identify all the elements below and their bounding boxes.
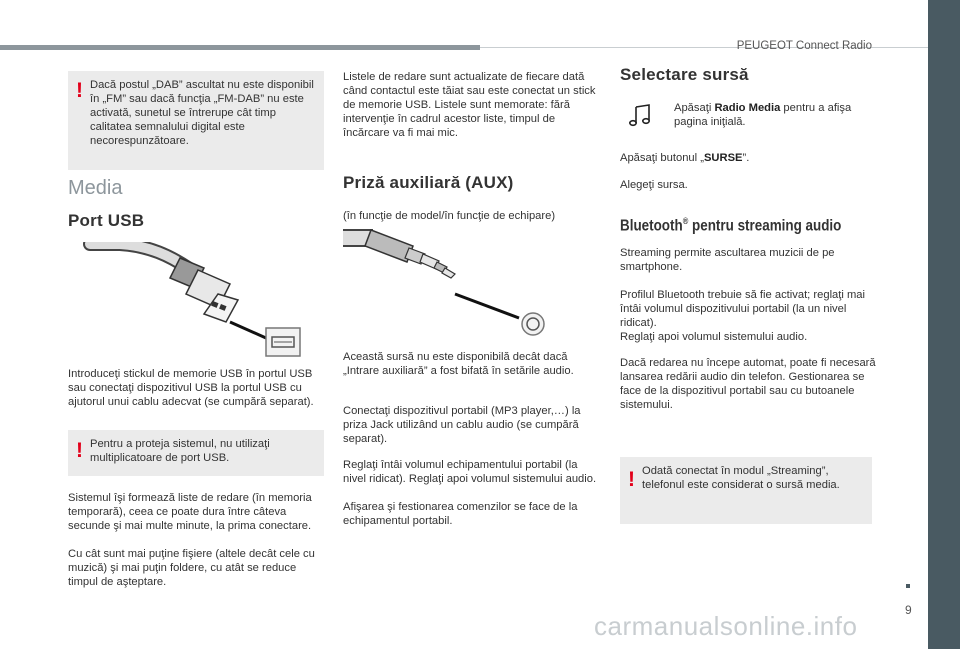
- source-step-1: Apăsaţi Radio Media pentru a afişa pagina iniţială.: [674, 102, 852, 128]
- section-title-bluetooth: Bluetooth® pentru streaming audio: [620, 216, 842, 235]
- side-strip: [928, 0, 960, 649]
- bluetooth-paragraph-1: Streaming permite ascultarea muzicii de pe smartphone.: [620, 247, 835, 273]
- bluetooth-paragraph-4: Dacă redarea nu începe automat, poate fi necesară lansarea redării audio din telefon. Gestionarea se face de la dispozitivul portabil sau cu butoanele sistemului.: [620, 357, 876, 411]
- watermark: carmanualsonline.info: [594, 611, 858, 641]
- aux-paragraph-4: Afişarea şi festionarea comenzilor se face de la echipamentul portabil.: [343, 501, 578, 527]
- source-step-3: Alegeţi sursa.: [620, 179, 688, 191]
- playlists-paragraph-2: Cu cât sunt mai puţine fişiere (altele decât cele cu muzică) şi mai puţin foldere, cu atât se reduce timpul de aşteptare.: [68, 548, 315, 588]
- aux-jack-icon: [343, 228, 549, 338]
- playlists-update-paragraph: Listele de redare sunt actualizate de fiecare dată când contactul este tăiat sau este conectat un stick de memorie USB. Listele sunt memorate: fără intervenţie în cadrul acestor liste, timpul de încărcare va fi mai mic.: [343, 71, 596, 139]
- radio-media-label: Radio Media: [714, 102, 781, 114]
- warning-icon: !: [76, 79, 83, 102]
- page-number: 9: [905, 603, 912, 617]
- notice-usb-text: Pentru a proteja sistemul, nu utilizaţi multiplicatoare de port USB.: [90, 438, 270, 464]
- music-note-icon: [628, 103, 652, 127]
- aux-paragraph-2: Conectaţi dispozitivul portabil (MP3 player,…) la priza Jack utilizând un cablu audio (se cumpără separat).: [343, 405, 581, 445]
- notice-streaming: [620, 457, 872, 524]
- surse-label: SURSE: [703, 152, 743, 164]
- notice-usb: [68, 430, 324, 476]
- aux-paragraph-1: Această sursă nu este disponibilă decât dacă „Intrare auxiliară” a fost bifată în setările audio.: [343, 351, 574, 377]
- notice-dab-text: Dacă postul „DAB” ascultat nu este disponibil în „FM” sau dacă funcţia „FM-DAB” nu este activată, sunetul se întrerupe cât timp calitatea semnalului digital este necorespunzătoare.: [90, 79, 314, 147]
- section-title-usb: Port USB: [68, 211, 145, 230]
- header-bar: [0, 45, 480, 50]
- usb-port-icon: [80, 242, 324, 362]
- section-title-media: Media: [68, 177, 123, 199]
- playlists-paragraph-1: Sistemul îşi formează liste de redare (în memoria temporară), ceea ce poate dura între câteva secunde şi mai multe minute, la prima conectare.: [68, 492, 312, 532]
- section-title-aux: Priză auxiliară (AUX): [343, 173, 514, 192]
- page-marker: [906, 584, 910, 588]
- aux-paragraph-3: Reglaţi întâi volumul echipamentului portabil (la nivel ridicat). Reglaţi apoi volumul sistemului audio.: [343, 459, 597, 485]
- aux-subtitle: (în funcţie de model/în funcţie de echipare): [343, 210, 556, 222]
- section-title-source: Selectare sursă: [620, 65, 749, 84]
- header-title: PEUGEOT Connect Radio: [736, 40, 872, 52]
- notice-dab: [68, 71, 324, 170]
- usb-paragraph: Introduceţi stickul de memorie USB în portul USB sau conectaţi dispozitivul USB la portul USB cu ajutorul unui cablu adecvat (se cumpără separat).: [68, 368, 314, 408]
- notice-streaming-text: Odată conectat în modul „Streaming”, telefonul este considerat o sursă media.: [642, 465, 840, 491]
- source-step-2: Apăsaţi butonul „SURSE”.: [620, 152, 750, 164]
- warning-icon: !: [628, 468, 635, 491]
- bluetooth-paragraph-3: Reglaţi apoi volumul sistemului audio.: [620, 331, 808, 343]
- warning-icon: !: [76, 439, 83, 462]
- bluetooth-paragraph-2: Profilul Bluetooth trebuie să fie activat; reglaţi mai întâi volumul dispozitivului portabil (la un nivel ridicat).: [620, 289, 866, 329]
